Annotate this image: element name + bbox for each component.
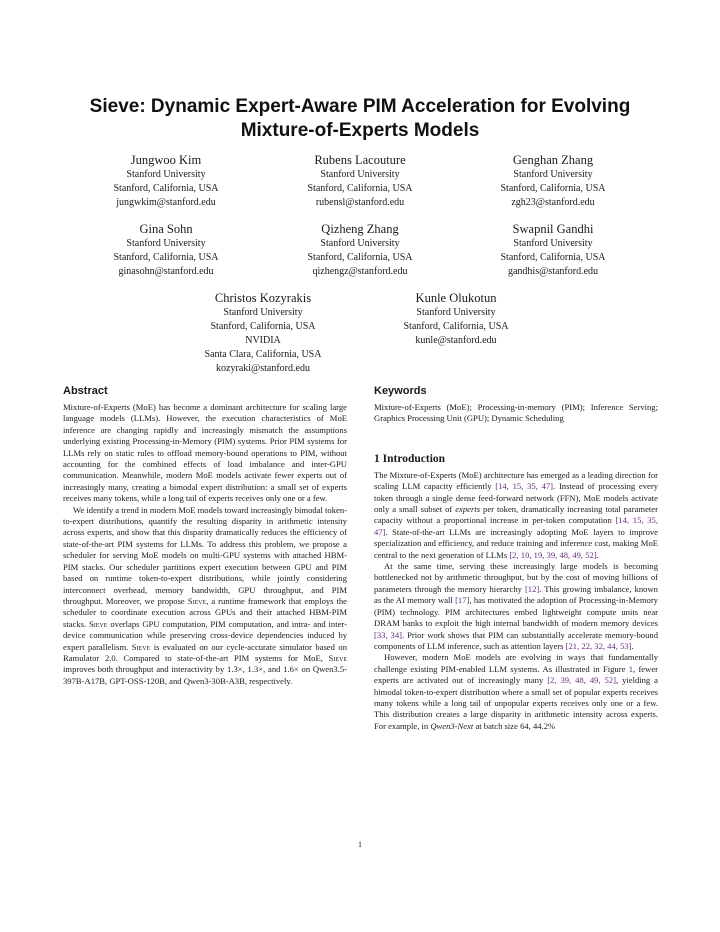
intro-text: at batch size 64, 44.2% <box>473 720 556 731</box>
intro-text: . Prior work shows that PIM can substantially accelerate memory-bound components of LLM inference, such as attention layers <box>374 629 658 651</box>
intro-text: . Instead of processing every token through a single dense feed-forward network (FFN), MoE models activate only a small subset of <box>374 481 658 515</box>
page-number: 1 <box>358 840 362 849</box>
keywords-heading: Keywords <box>374 385 427 397</box>
intro-text: per token, dramatically increasing total parameter capacity without a proportional increase in per-token computation <box>374 504 658 526</box>
intro-text: , has motivated the adoption of Processing-in-Memory (PIM) technology. PIM architectures embed lightweight compute units near DRAM banks to exploit the high internal bandwidth of modern memory devices <box>374 595 658 629</box>
author-affiliation: Stanford University <box>513 169 593 180</box>
intro-text: . <box>596 549 599 560</box>
intro-paragraph-1 <box>374 470 658 561</box>
left-column <box>63 384 347 687</box>
intro-text: . State-of-the-art LLMs are increasingly adopting MoE layers to improve specialization and efficiency, and reduce training and inference cost, making MoE central to the next generation of LLMs <box>374 526 658 560</box>
author-affiliation: Stanford University <box>320 238 400 249</box>
abstract-paragraph-2 <box>63 505 347 688</box>
author-affiliation: Stanford University <box>126 169 206 180</box>
citation-link[interactable]: [2, 39, 48, 49, 52] <box>547 675 616 686</box>
author-affiliation: Stanford University <box>320 169 400 180</box>
intro-text: , yielding a bimodal token-to-expert distribution where a small set of popular experts receives many tokens while a long tail of unpopular experts receives only one or a few. This distribution creates a large disparity in arithmetic intensity across experts. For example, in <box>374 675 658 731</box>
author-block-2 <box>270 152 450 210</box>
author-email: gandhis@stanford.edu <box>507 266 599 277</box>
arxiv-identifier-stamp <box>8 258 56 650</box>
author-affiliation: Stanford University <box>223 307 303 318</box>
intro-text: However, modern MoE models are evolving in ways that fundamentally challenge existing PIM-enabled LLM systems. As illustrated in Figure <box>374 652 658 674</box>
author-affiliation: Stanford University <box>416 307 496 318</box>
author-location: Stanford, California, USA <box>403 321 509 332</box>
paper-title: Sieve: Dynamic Expert-Aware PIM Acceleration for Evolving Mixture-of-Experts Models <box>89 96 631 141</box>
author-email: qizhengz@stanford.edu <box>312 266 408 277</box>
intro-emphasis: Qwen3-Next <box>430 720 474 731</box>
author-affiliation: Stanford University <box>126 238 206 249</box>
right-column <box>374 384 658 732</box>
author-block-5 <box>270 221 450 279</box>
abstract-text: overlaps GPU computation, PIM computation, and intra- and inter-device communication while preserving cross-device dependencies induced by expert parallelism. <box>63 618 347 652</box>
author-block-3 <box>463 152 643 210</box>
author-location: Stanford, California, USA <box>113 183 219 194</box>
author-email: kunle@stanford.edu <box>415 335 497 346</box>
citation-link[interactable]: [14, 15, 35, 47] <box>495 481 554 492</box>
intro-text: , fewer experts are activated out of increasingly many <box>374 663 658 686</box>
citation-link[interactable]: [2, 10, 19, 39, 48, 49, 52] <box>509 549 597 560</box>
intro-text: . This growing imbalance, known as the AI memory wall <box>374 583 658 606</box>
author-name: Jungwoo Kim <box>130 153 202 167</box>
author-email: kozyraki@stanford.edu <box>216 363 310 374</box>
system-name: Sieve <box>89 618 108 629</box>
abstract-text: , a runtime framework that employs the scheduler to coordinate execution across GPUs and their attached HBM-PIM stacks. <box>63 595 348 629</box>
intro-emphasis: experts <box>455 504 481 515</box>
author-email: zgh23@stanford.edu <box>511 197 595 208</box>
introduction-heading: 1 Introduction <box>374 452 446 465</box>
author-name: Rubens Lacouture <box>314 153 406 167</box>
author-name: Qizheng Zhang <box>321 222 399 236</box>
author-name: Kunle Olukotun <box>415 291 497 305</box>
abstract-text: is evaluated on our cycle-accurate simulator based on Ramulator 2.0. Compared to state-of-the-art PIM systems for MoE, <box>63 641 347 663</box>
system-name: Sieve <box>328 652 347 663</box>
system-name: Sieve <box>131 641 151 652</box>
author-location: Stanford, California, USA <box>307 183 413 194</box>
author-location: Stanford, California, USA <box>500 252 606 263</box>
author-block-1 <box>76 152 256 210</box>
author-name: Swapnil Gandhi <box>512 222 594 236</box>
citation-link[interactable]: [12] <box>524 583 540 594</box>
author-block-8 <box>366 290 546 348</box>
author-affiliation-2: NVIDIA <box>245 335 281 346</box>
author-name: Gina Sohn <box>139 222 193 236</box>
figure-link[interactable]: 1 <box>628 663 633 674</box>
intro-text: At the same time, serving these increasingly large models is becoming bottlenecked not by arithmetic throughput, but by the cost of moving billions of parameters through the memory hierarchy <box>374 561 658 594</box>
abstract-paragraph-1: Mixture-of-Experts (MoE) has become a dominant architecture for scaling large language models (LLMs). However, the execution characteristics of MoE inference are changing rapidly and increasingly mismatch the assumptions underlying existing Processing-in-Memory (PIM) systems. Prior PIM systems for LLMs rely on static rules to offload memory-bound operations to PIM, without accounting for the combined effects of load imbalance and inter-GPU communication. Meanwhile, modern MoE models activate fewer experts out of increasingly many, creating a bimodal expert distribution: a small set of experts receives many tokens, while a long tail of experts receives only one or a few. <box>63 402 347 504</box>
system-name: Sieve <box>187 595 207 606</box>
abstract-text: improves both throughput and interactivity by 1.3×, 1.3×, and 1.6× on Qwen3.5-397B-A17B, GPT-OSS-120B, and Qwen3-30B-A3B, respectively. <box>63 664 347 686</box>
keywords-text: Mixture-of-Experts (MoE); Processing-in-memory (PIM); Inference Serving; Graphics Processing Unit (GPU); Dynamic Scheduling <box>374 402 658 424</box>
author-email: rubensl@stanford.edu <box>315 197 405 208</box>
citation-link[interactable]: [33, 34] <box>374 629 403 640</box>
author-affiliation: Stanford University <box>513 238 593 249</box>
author-block-6 <box>463 221 643 279</box>
author-block-4 <box>76 221 256 279</box>
citation-link[interactable]: [21, 22, 32, 44, 53] <box>565 640 632 651</box>
author-location: Stanford, California, USA <box>113 252 219 263</box>
author-location: Stanford, California, USA <box>500 183 606 194</box>
intro-paragraph-2 <box>374 561 658 652</box>
citation-link[interactable]: [17] <box>455 595 470 606</box>
intro-paragraph-3 <box>374 652 658 732</box>
author-location-2: Santa Clara, California, USA <box>204 349 322 360</box>
author-email: ginasohn@stanford.edu <box>118 266 214 277</box>
citation-link[interactable]: [14, 15, 35, 47] <box>374 515 658 537</box>
intro-text: . <box>631 640 634 651</box>
author-location: Stanford, California, USA <box>210 321 316 332</box>
author-name: Christos Kozyrakis <box>214 291 312 305</box>
author-email: jungwkim@stanford.edu <box>116 197 216 208</box>
abstract-text: We identify a trend in modern MoE models toward increasingly bimodal token-to-expert distributions, quantify the resulting disparity in arithmetic intensity across experts, and show that this disparity dramatically reduces the efficiency of state-of-the-art PIM systems for LLMs. To address this problem, we propose a scheduler for serving MoE models on multi-GPU systems with attached HBM-PIM stacks. Our scheduler partitions expert execution between GPU and PIM based on runtime token-to-expert distributions, while jointly considering interconnect overhead, memory bandwidth, GPU throughput, and PIM throughput. Moreover, we propose <box>63 504 348 606</box>
arxiv-identifier-svg <box>8 258 56 650</box>
author-location: Stanford, California, USA <box>307 252 413 263</box>
intro-text: The Mixture-of-Experts (MoE) architecture has emerged as a leading direction for scaling LLM capacity efficiently <box>374 469 658 492</box>
author-name: Genghan Zhang <box>512 153 594 167</box>
abstract-heading: Abstract <box>63 385 108 397</box>
author-block-7 <box>173 290 353 376</box>
